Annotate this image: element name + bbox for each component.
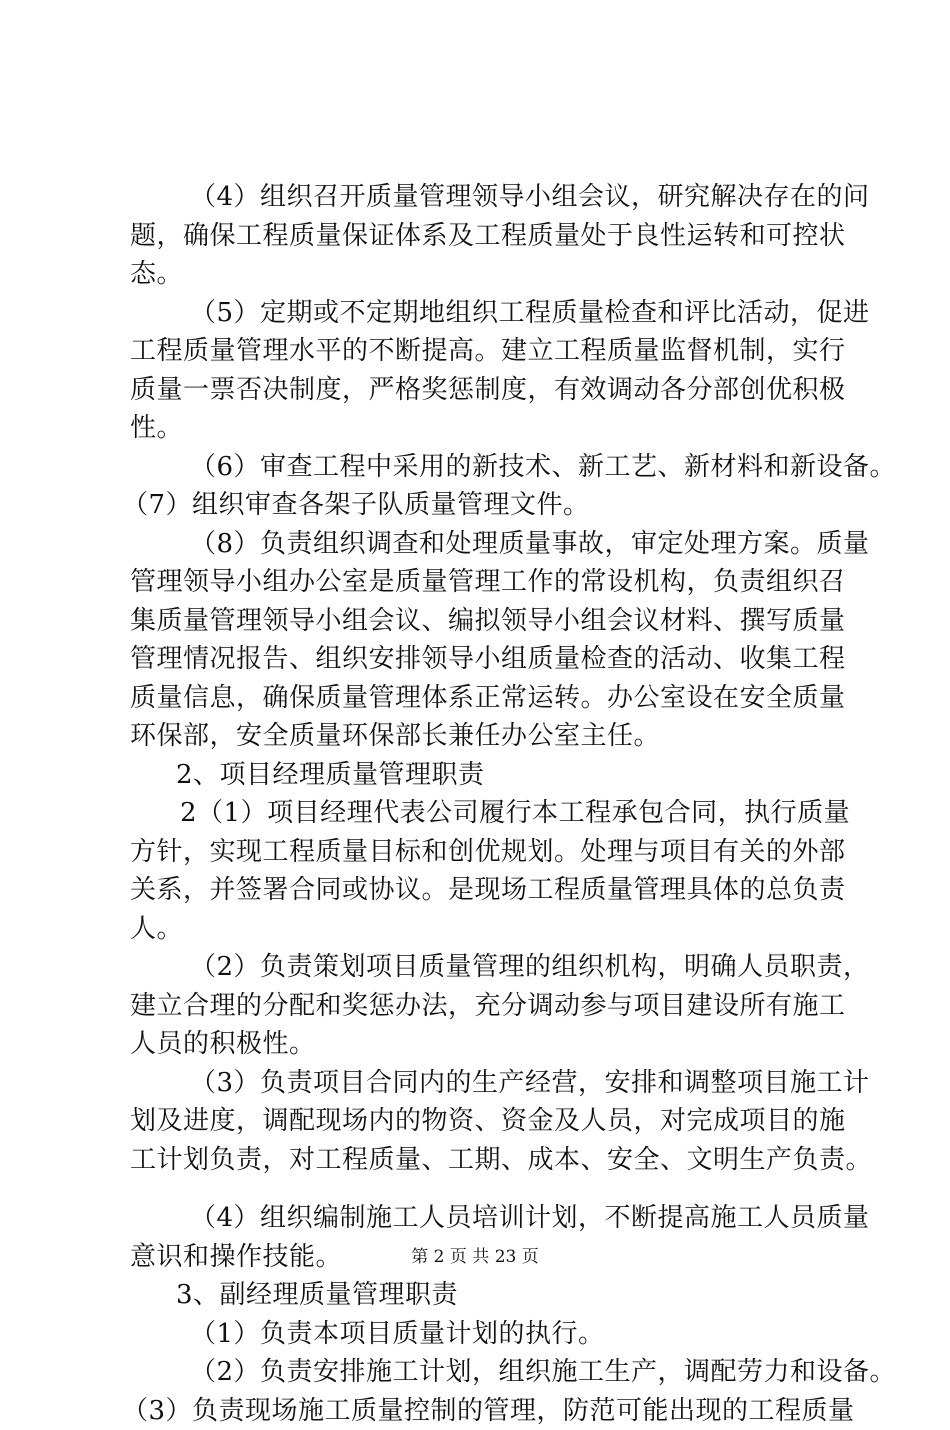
text-line: （3）负责项目合同内的生产经营，安排和调整项目施工计: [190, 1064, 830, 1103]
text-line: （3）负责现场施工质量控制的管理，防范可能出现的工程质量: [122, 1392, 830, 1430]
text-line: 工程质量管理水平的不断提高。建立工程质量监督机制，实行: [130, 332, 830, 371]
text-line: （2）负责安排施工计划，组织施工生产，调配劳力和设备。: [190, 1353, 830, 1392]
text-line: （4）组织召开质量管理领导小组会议，研究解决存在的问: [190, 178, 830, 217]
text-line: （6）审查工程中采用的新技术、新工艺、新材料和新设备。: [190, 448, 830, 487]
text-line: 题，确保工程质量保证体系及工程质量处于良性运转和可控状: [130, 217, 830, 256]
text-line: 2、项目经理质量管理职责: [176, 756, 830, 795]
text-line: （2）负责策划项目质量管理的组织机构，明确人员职责，: [190, 948, 830, 987]
text-line: 人员的积极性。: [130, 1025, 830, 1064]
text-line: （8）负责组织调查和处理质量事故，审定处理方案。质量: [190, 525, 830, 564]
text-line: 关系，并签署合同或协议。是现场工程质量管理具体的总负责: [130, 871, 830, 910]
text-line: 质量信息，确保质量管理体系正常运转。办公室设在安全质量: [130, 679, 830, 718]
text-line: 人。: [130, 910, 830, 949]
text-line: 态。: [130, 255, 830, 294]
text-line: （5）定期或不定期地组织工程质量检查和评比活动，促进: [190, 294, 830, 333]
page-footer: 第 2 页 共 23 页: [0, 1246, 950, 1268]
text-line: （1）负责本项目质量计划的执行。: [190, 1315, 830, 1354]
text-line: 管理领导小组办公室是质量管理工作的常设机构，负责组织召: [130, 563, 830, 602]
text-line: 2（1）项目经理代表公司履行本工程承包合同，执行质量: [180, 794, 830, 833]
text-line: 工计划负责，对工程质量、工期、成本、安全、文明生产负责。: [130, 1141, 830, 1180]
text-line: 集质量管理领导小组会议、编拟领导小组会议材料、撰写质量: [130, 602, 830, 641]
text-line: 划及进度，调配现场内的物资、资金及人员，对完成项目的施: [130, 1102, 830, 1141]
text-line: （7）组织审查各架子队质量管理文件。: [122, 486, 830, 525]
text-line: 建立合理的分配和奖惩办法，充分调动参与项目建设所有施工: [130, 987, 830, 1026]
text-line: （4）组织编制施工人员培训计划，不断提高施工人员质量: [190, 1199, 830, 1238]
text-line: 3、副经理质量管理职责: [176, 1276, 830, 1315]
text-line: 方针，实现工程质量目标和创优规划。处理与项目有关的外部: [130, 833, 830, 872]
text-line: 性。: [130, 409, 830, 448]
document-body: [130, 178, 830, 1430]
blank-line: [130, 1179, 830, 1199]
text-line: 意识和操作技能。: [130, 1238, 830, 1277]
text-line: 管理情况报告、组织安排领导小组质量检查的活动、收集工程: [130, 640, 830, 679]
text-line: 环保部，安全质量环保部长兼任办公室主任。: [130, 717, 830, 756]
text-line: 质量一票否决制度，严格奖惩制度，有效调动各分部创优积极: [130, 371, 830, 410]
